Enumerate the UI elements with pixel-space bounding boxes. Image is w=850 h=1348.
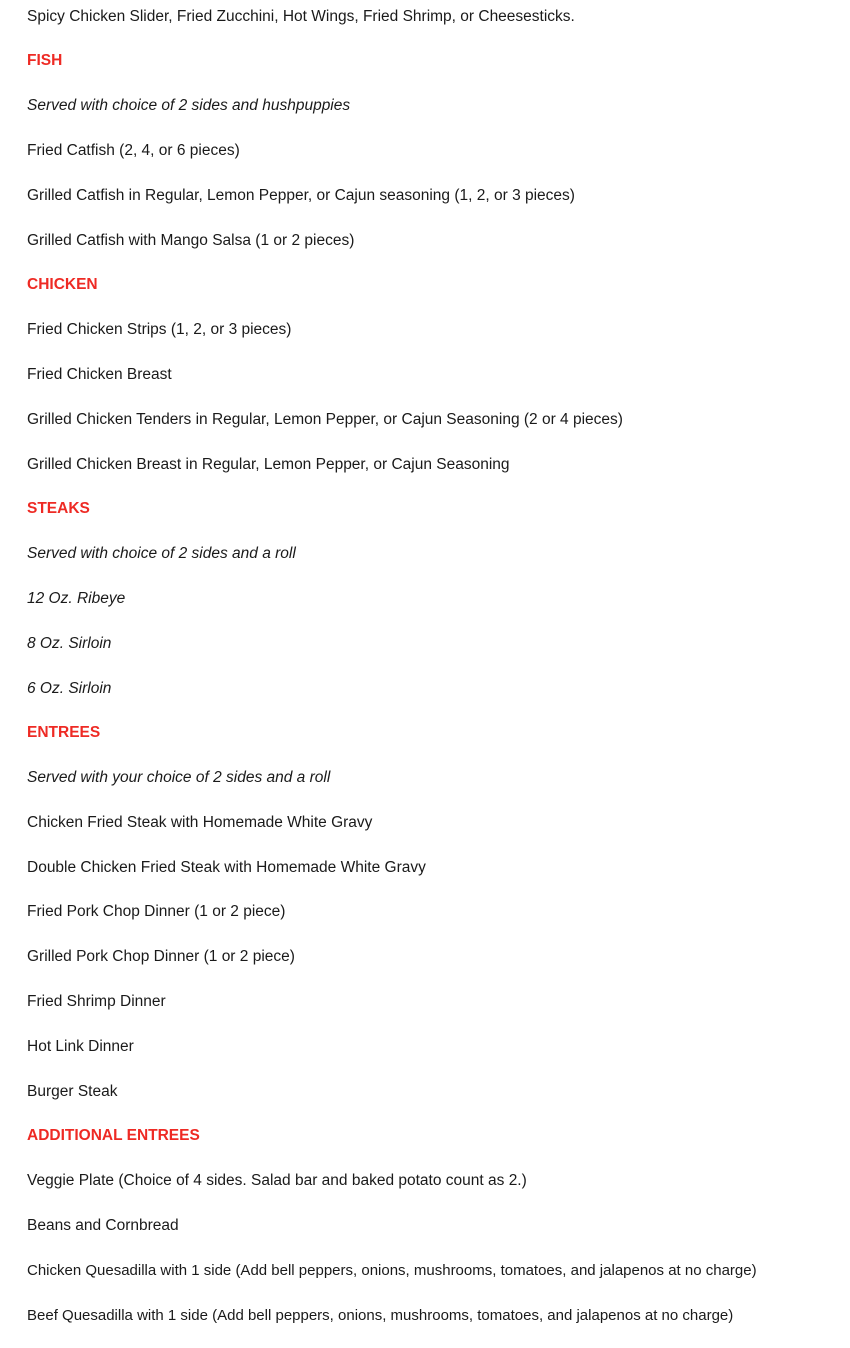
- section-heading-steaks: STEAKS: [27, 500, 90, 517]
- menu-item-fish: Grilled Catfish with Mango Salsa (1 or 2 pieces): [27, 232, 355, 249]
- entrees-note: Served with your choice of 2 sides and a roll: [27, 769, 331, 786]
- fish-note: Served with choice of 2 sides and hushpuppies: [27, 97, 351, 114]
- menu-item-entree: Hot Link Dinner: [27, 1038, 134, 1055]
- menu-item-chicken: Fried Chicken Breast: [27, 366, 172, 383]
- menu-item-steak: 8 Oz. Sirloin: [27, 635, 112, 652]
- menu-item-chicken: Fried Chicken Strips (1, 2, or 3 pieces): [27, 321, 292, 338]
- menu-item-chicken: Grilled Chicken Tenders in Regular, Lemon Pepper, or Cajun Seasoning (2 or 4 pieces): [27, 411, 623, 428]
- menu-item-entree: Burger Steak: [27, 1083, 118, 1100]
- menu-item-steak: 12 Oz. Ribeye: [27, 590, 126, 607]
- section-heading-additional-entrees: ADDITIONAL ENTREES: [27, 1127, 200, 1144]
- menu-item-additional: Beef Quesadilla with 1 side (Add bell peppers, onions, mushrooms, tomatoes, and jalapenos at no charge): [27, 1307, 734, 1324]
- intro-text-tail: Spicy Chicken Slider, Fried Zucchini, Hot Wings, Fried Shrimp, or Cheesesticks.: [27, 8, 575, 25]
- menu-item-chicken: Grilled Chicken Breast in Regular, Lemon Pepper, or Cajun Seasoning: [27, 456, 510, 473]
- menu-item-entree: Chicken Fried Steak with Homemade White Gravy: [27, 814, 373, 831]
- menu-item-steak: 6 Oz. Sirloin: [27, 680, 112, 697]
- menu-item-additional: Chicken Quesadilla with 1 side (Add bell peppers, onions, mushrooms, tomatoes, and jalapenos at no charge): [27, 1262, 757, 1279]
- section-heading-fish: FISH: [27, 52, 63, 69]
- menu-item-fish: Grilled Catfish in Regular, Lemon Pepper, or Cajun seasoning (1, 2, or 3 pieces): [27, 187, 575, 204]
- menu-item-additional: Veggie Plate (Choice of 4 sides. Salad bar and baked potato count as 2.): [27, 1172, 527, 1189]
- menu-item-entree: Fried Pork Chop Dinner (1 or 2 piece): [27, 903, 286, 920]
- menu-item-additional: Beans and Cornbread: [27, 1217, 179, 1234]
- menu-item-entree: Double Chicken Fried Steak with Homemade White Gravy: [27, 859, 426, 876]
- steaks-note: Served with choice of 2 sides and a roll: [27, 545, 296, 562]
- menu-item-entree: Grilled Pork Chop Dinner (1 or 2 piece): [27, 948, 295, 965]
- menu-item-entree: Fried Shrimp Dinner: [27, 993, 166, 1010]
- section-heading-chicken: CHICKEN: [27, 276, 98, 293]
- menu-item-fish: Fried Catfish (2, 4, or 6 pieces): [27, 142, 240, 159]
- section-heading-entrees: ENTREES: [27, 724, 101, 741]
